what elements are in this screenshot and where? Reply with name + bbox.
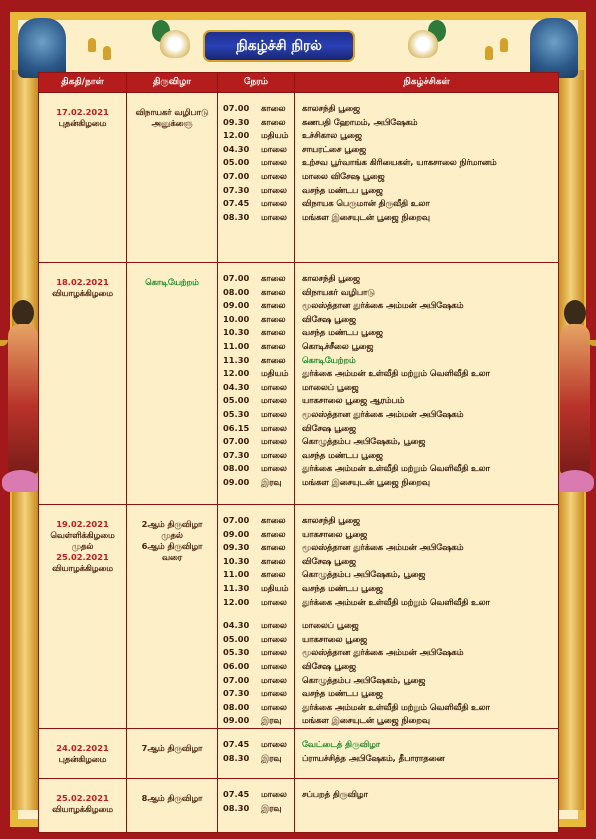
event-entry: விசேஷ பூஜை	[302, 660, 356, 671]
festival-text: முதல்	[161, 530, 183, 540]
event-entry: விநாயக பெருமான் திருவீதி உலா	[302, 198, 430, 209]
schedule-row	[39, 505, 559, 729]
header-date: திகதி/நாள்	[39, 73, 127, 93]
event-entry: உற்சவ பூர்வாங்க கிரியைகள், யாகசாலை நிர்மானம்	[302, 157, 497, 168]
time-period: காலை	[261, 300, 286, 311]
header-festival: திருவிழா	[127, 73, 218, 93]
festival-cell	[127, 778, 218, 832]
event-entry: சப்பறத் திருவிழா	[302, 788, 368, 799]
date-cell	[39, 778, 127, 832]
time-period: காலை	[261, 354, 286, 365]
day-text: வியாழக்கிழமை	[52, 288, 113, 298]
time-value: 04.30	[223, 620, 250, 631]
time-period: காலை	[261, 327, 286, 338]
time-entry	[218, 272, 294, 286]
time-entry	[218, 541, 294, 555]
time-value: 07.30	[223, 449, 250, 460]
time-period: மாலை	[261, 198, 287, 209]
deity-lamp-icon	[554, 300, 594, 480]
time-period: மாலை	[261, 738, 287, 749]
day-text: வியாழக்கிழமை	[52, 803, 113, 814]
time-period: இரவு	[261, 476, 282, 487]
deity-lamp-icon	[2, 300, 42, 480]
time-entry	[218, 582, 294, 596]
time-value: 05.30	[223, 408, 250, 419]
date-text: 25.02.2021	[56, 552, 109, 562]
time-period: மாலை	[261, 660, 287, 671]
time-value: 10.30	[223, 555, 250, 566]
time-entry	[218, 116, 294, 130]
time-entry	[218, 528, 294, 542]
peacock-icon	[152, 20, 196, 64]
event-entry: மாலைப் பூஜை	[302, 620, 359, 631]
event-entry: துர்க்கை அம்மன் உள்வீதி மற்றும் வெளிவீதி உலா	[302, 368, 490, 379]
events-cell	[295, 263, 559, 505]
time-value: 11.00	[223, 340, 250, 351]
time-entry	[218, 633, 294, 647]
time-period: மாலை	[261, 157, 287, 168]
time-period: மாலை	[261, 596, 287, 607]
time-value: 07.30	[223, 184, 250, 195]
time-period: இரவு	[261, 715, 282, 726]
time-value: 06.00	[223, 660, 250, 671]
time-entry	[218, 555, 294, 569]
time-period: மாலை	[261, 143, 287, 154]
time-period: மாலை	[261, 647, 287, 658]
event-entry	[295, 802, 558, 816]
time-entry	[218, 340, 294, 354]
event-entry: யாகசாலை பூஜை	[302, 633, 368, 644]
time-entry	[218, 408, 294, 422]
schedule-row	[39, 93, 559, 263]
table-header-row	[39, 73, 559, 93]
day-text: புதன்கிழமை	[58, 753, 107, 764]
header-time: நேரம்	[218, 73, 295, 93]
date-text: 19.02.2021	[56, 519, 109, 529]
time-period: காலை	[261, 528, 286, 539]
time-entry	[218, 422, 294, 436]
time-entry	[218, 170, 294, 184]
date-cell	[39, 263, 127, 505]
time-entry	[218, 299, 294, 313]
time-period: மதியம்	[261, 368, 289, 379]
event-entry: கொழுத்தம்ப அபிஷேகம், பூஜை	[302, 674, 426, 685]
event-entry: விசேஷ பூஜை	[302, 422, 356, 433]
festival-cell	[127, 263, 218, 505]
event-entry: வசந்த மண்டப பூஜை	[302, 582, 383, 593]
date-cell	[39, 505, 127, 729]
time-value: 08.30	[223, 802, 250, 813]
time-entry	[218, 435, 294, 449]
time-entry	[218, 568, 294, 582]
date-text: 25.02.2021	[56, 792, 109, 803]
event-entry: கொடியேற்றம்	[302, 354, 356, 365]
time-value: 07.00	[223, 674, 250, 685]
time-entry	[218, 646, 294, 660]
time-period: மாலை	[261, 395, 287, 406]
time-period: மாலை	[261, 788, 287, 799]
time-period: காலை	[261, 116, 286, 127]
gopuram-icon	[530, 18, 578, 78]
bell-icon	[103, 46, 111, 60]
time-value: 07.45	[223, 198, 250, 209]
time-value: 09.30	[223, 542, 250, 553]
event-entry: மூலஸ்த்தான துர்க்கை அம்மன் அபிஷேகம்	[302, 300, 464, 311]
time-value: 06.15	[223, 422, 250, 433]
time-period: மாலை	[261, 408, 287, 419]
time-cell	[218, 778, 295, 832]
time-value: 07.00	[223, 515, 250, 525]
time-entry	[218, 701, 294, 715]
festival-text: விநாயகர் வழிபாடு	[135, 107, 209, 117]
time-entry	[218, 596, 294, 610]
event-entry: கொழுத்தம்ப அபிஷேகம், பூஜை	[302, 436, 426, 447]
event-entry: மாலைப் பூஜை	[302, 381, 359, 392]
time-entry	[218, 449, 294, 463]
schedule-row	[39, 778, 559, 832]
time-value: 09.00	[223, 715, 250, 726]
event-entry: ப்ராயச்சித்த அபிஷேகம், தீபாராதனை	[302, 752, 445, 763]
time-entry	[218, 197, 294, 211]
event-entry: காலசந்தி பூஜை	[302, 103, 360, 113]
events-cell	[295, 728, 559, 778]
event-entry: விசேஷ பூஜை	[302, 555, 356, 566]
time-value: 07.45	[223, 738, 250, 749]
time-value: 07.00	[223, 170, 250, 181]
time-entry	[218, 788, 294, 802]
time-value: 08.00	[223, 701, 250, 712]
festival-text: வரை	[161, 552, 183, 562]
time-value: 10.30	[223, 327, 250, 338]
time-period: மாலை	[261, 463, 287, 474]
time-value: 04.30	[223, 381, 250, 392]
time-entry	[218, 354, 294, 368]
time-value: 10.00	[223, 313, 250, 324]
event-entry: கொடிச்சீலை பூஜை	[302, 340, 374, 351]
time-period: காலை	[261, 103, 286, 113]
time-period: மாலை	[261, 449, 287, 460]
day-text: புதன்கிழமை	[58, 118, 107, 128]
lotus-icon	[556, 470, 594, 492]
festival-text: 2ஆம் திருவிழா	[141, 519, 203, 529]
time-entry	[218, 129, 294, 143]
bell-icon	[500, 38, 508, 52]
page-title: நிகழ்ச்சி நிரல்	[203, 30, 355, 62]
spacer	[218, 609, 294, 619]
time-value: 12.00	[223, 368, 250, 379]
date-text: 24.02.2021	[56, 742, 109, 753]
header-events: நிகழ்ச்சிகள்	[295, 73, 559, 93]
time-period: மாலை	[261, 170, 287, 181]
time-value: 09.00	[223, 476, 250, 487]
time-period: காலை	[261, 515, 286, 525]
time-value: 08.00	[223, 463, 250, 474]
time-entry	[218, 802, 294, 816]
event-entry: துர்க்கை அம்மன் உள்வீதி மற்றும் வெளிவீதி உலா	[302, 701, 490, 712]
time-entry	[218, 211, 294, 225]
event-entry: மங்கள இசையுடன் பூஜை நிறைவு	[302, 211, 430, 222]
event-entry: கொழுத்தம்ப அபிஷேகம், பூஜை	[302, 569, 426, 580]
peacock-icon	[402, 20, 446, 64]
time-value: 07.00	[223, 103, 250, 113]
day-text: வியாழக்கிழமை	[52, 563, 113, 573]
time-value: 08.30	[223, 211, 250, 222]
time-entry	[218, 326, 294, 340]
time-period: காலை	[261, 286, 286, 297]
date-cell	[39, 728, 127, 778]
lotus-icon	[2, 470, 40, 492]
time-period: மதியம்	[261, 130, 289, 141]
festival-text: 8ஆம் திருவிழா	[141, 792, 203, 803]
event-entry: உச்சிகால பூஜை	[302, 130, 362, 141]
time-entry	[218, 714, 294, 728]
event-entry: யாகசாலை பூஜை	[302, 528, 368, 539]
event-entry: சாயரட்சை பூஜை	[302, 143, 367, 154]
time-period: இரவு	[261, 802, 282, 813]
time-period: காலை	[261, 542, 286, 553]
time-value: 07.45	[223, 788, 250, 799]
event-entry: வேட்டைத் திருவிழா	[302, 738, 381, 749]
time-entry	[218, 184, 294, 198]
festival-text: அனுக்ஞை	[151, 118, 193, 128]
time-value: 05.00	[223, 633, 250, 644]
schedule-table	[38, 72, 559, 833]
time-entry	[218, 367, 294, 381]
time-entry	[218, 619, 294, 633]
time-entry	[218, 660, 294, 674]
time-period: மாலை	[261, 211, 287, 222]
time-period: மாலை	[261, 436, 287, 447]
date-text: 18.02.2021	[56, 277, 109, 287]
time-value: 11.30	[223, 582, 250, 593]
time-value: 08.00	[223, 286, 250, 297]
time-period: இரவு	[261, 752, 282, 763]
schedule-row	[39, 263, 559, 505]
time-entry	[218, 156, 294, 170]
time-period: காலை	[261, 569, 286, 580]
time-period: காலை	[261, 340, 286, 351]
day-text: வெள்ளிக்கிழமை	[50, 530, 115, 540]
time-cell	[218, 728, 295, 778]
event-entry: மூலஸ்த்தான துர்க்கை அம்மன் அபிஷேகம்	[302, 647, 464, 658]
festival-cell	[127, 505, 218, 729]
time-period: மாலை	[261, 381, 287, 392]
time-period: காலை	[261, 313, 286, 324]
time-entry	[218, 394, 294, 408]
spacer	[295, 609, 558, 619]
time-entry	[218, 286, 294, 300]
time-period: மாலை	[261, 422, 287, 433]
event-entry: விநாயகர் வழிபாடு	[302, 286, 375, 297]
time-value: 12.00	[223, 596, 250, 607]
time-cell	[218, 263, 295, 505]
time-value: 08.30	[223, 752, 250, 763]
date-cell	[39, 93, 127, 263]
event-entry: மங்கள இசையுடன் பூஜை நிறைவு	[302, 715, 430, 726]
event-entry: கணபதி ஹோமம், அபிஷேகம்	[302, 116, 418, 127]
events-cell	[295, 505, 559, 729]
festival-cell	[127, 93, 218, 263]
event-entry: காலசந்தி பூஜை	[302, 273, 360, 283]
bell-icon	[88, 38, 96, 52]
event-entry: வசந்த மண்டப பூஜை	[302, 688, 383, 699]
time-value: 09.00	[223, 528, 250, 539]
time-value: 05.00	[223, 157, 250, 168]
date-text: 17.02.2021	[56, 107, 109, 117]
time-entry	[218, 143, 294, 157]
event-entry: மூலஸ்த்தான துர்க்கை அம்மன் அபிஷேகம்	[302, 542, 464, 553]
time-period: மாலை	[261, 701, 287, 712]
festival-text: 7ஆம் திருவிழா	[141, 742, 203, 753]
time-period: மாலை	[261, 633, 287, 644]
festival-text: கொடியேற்றம்	[145, 277, 199, 287]
time-entry	[218, 738, 294, 752]
event-entry: வசந்த மண்டப பூஜை	[302, 184, 383, 195]
time-cell	[218, 93, 295, 263]
event-entry: வசந்த மண்டப பூஜை	[302, 449, 383, 460]
event-entry: யாகசாலை பூஜை ஆரம்பம்	[302, 395, 405, 406]
time-entry	[218, 476, 294, 490]
time-cell	[218, 505, 295, 729]
bell-icon	[485, 46, 493, 60]
time-value: 07.00	[223, 273, 250, 283]
gopuram-icon	[18, 18, 66, 78]
time-entry	[218, 687, 294, 701]
time-value: 12.00	[223, 130, 250, 141]
day-text: முதல்	[71, 541, 94, 551]
event-entry: மாலை விசேஷ பூஜை	[302, 170, 385, 181]
time-entry	[218, 752, 294, 766]
time-value: 04.30	[223, 143, 250, 154]
festival-text: 6ஆம் திருவிழா	[141, 541, 203, 551]
time-entry	[218, 102, 294, 116]
time-period: மாலை	[261, 674, 287, 685]
festival-cell	[127, 728, 218, 778]
event-entry: துர்க்கை அம்மன் உள்வீதி மற்றும் வெளிவீதி உலா	[302, 596, 490, 607]
time-entry	[218, 462, 294, 476]
time-period: மாலை	[261, 620, 287, 631]
time-entry	[218, 674, 294, 688]
time-value: 05.30	[223, 647, 250, 658]
time-period: காலை	[261, 555, 286, 566]
time-value: 09.00	[223, 300, 250, 311]
event-entry: மூலஸ்த்தான துர்க்கை அம்மன் அபிஷேகம்	[302, 408, 464, 419]
time-value: 07.00	[223, 436, 250, 447]
time-period: காலை	[261, 273, 286, 283]
events-cell	[295, 778, 559, 832]
event-entry: துர்க்கை அம்மன் உள்வீதி மற்றும் வெளிவீதி உலா	[302, 463, 490, 474]
schedule-row	[39, 728, 559, 778]
time-value: 05.00	[223, 395, 250, 406]
time-value: 11.00	[223, 569, 250, 580]
event-entry: விசேஷ பூஜை	[302, 313, 356, 324]
time-entry	[218, 381, 294, 395]
time-period: மாலை	[261, 688, 287, 699]
event-entry: மங்கள இசையுடன் பூஜை நிறைவு	[302, 476, 430, 487]
time-entry	[218, 313, 294, 327]
time-value: 07.30	[223, 688, 250, 699]
event-entry: வசந்த மண்டப பூஜை	[302, 327, 383, 338]
time-value: 11.30	[223, 354, 250, 365]
time-period: மதியம்	[261, 582, 289, 593]
time-entry	[218, 514, 294, 528]
event-entry: காலசந்தி பூஜை	[302, 515, 360, 525]
events-cell	[295, 93, 559, 263]
time-value: 09.30	[223, 116, 250, 127]
time-period: மாலை	[261, 184, 287, 195]
